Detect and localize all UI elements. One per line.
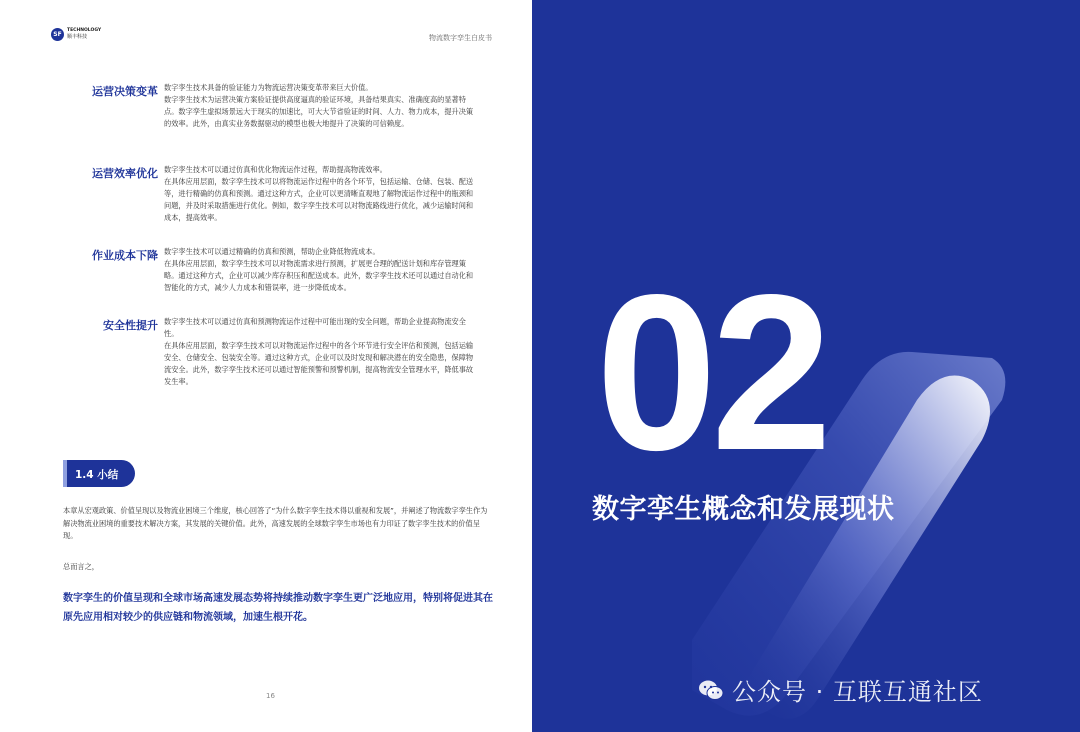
conclusion-text: 数字孪生的价值呈现和全球市场高速发展态势将持续推动数字孪生更广泛地应用，特别将促进其在原先应用相对较少的供应链和物流领域，加速生根开花。: [63, 593, 493, 623]
watermark-text: 公众号 · 互联互通社区: [732, 678, 983, 706]
section-cost: [62, 246, 492, 306]
summary-body: [63, 505, 489, 543]
logo-top-text: TECHNOLOGY: [67, 28, 102, 34]
wechat-icon: [698, 679, 724, 701]
section-label: 安全性提升: [103, 319, 158, 332]
section-label: 运营决策变革: [92, 85, 158, 98]
watermark: [698, 672, 983, 707]
section-paragraph: 数字孪生技术为运营决策方案验证提供高度逼真的验证环境，具备结果真实、准确度高的显著特点。数字孪生虚拟场景远大于现实的加速比，可大大节省验证的时间、人力、物力成本，提升决策的效率。此外，由真实业务数据驱动的模型也极大地提升了决策的可信赖度。: [164, 95, 474, 129]
section-decision: [62, 82, 492, 152]
section-paragraph: 在具体应用层面，数字孪生技术可以对物流需求进行预测，扩展更合理的配送计划和库存管理策略。通过这种方式，企业可以减少库存积压和配送成本。此外，数字孪生技术还可以通过自动化和智能化的方式，减少人力成本和错误率，进一步降低成本。: [164, 259, 474, 293]
section-paragraph: 数字孪生技术可以通过精确的仿真和预测，帮助企业降低物流成本。: [164, 247, 380, 256]
chapter-title: 数字孪生概念和发展现状: [592, 494, 895, 525]
summary-heading-text: 1.4 小结: [75, 469, 119, 481]
logo-bottom-text: 顺丰科技: [67, 33, 88, 40]
logo: [51, 28, 101, 41]
logo-mark-icon: SF: [51, 28, 64, 41]
section-paragraph: 数字孪生技术具备的验证能力为物流运营决策变革带来巨大价值。: [164, 83, 373, 92]
summary-heading: [63, 460, 135, 487]
section-label: 作业成本下降: [92, 249, 158, 262]
section-safety: [62, 316, 492, 400]
section-body: [164, 316, 478, 389]
section-paragraph: 在具体应用层面，数字孪生技术可以对物流运作过程中的各个环节进行安全评估和预测，包括运输安全、仓储安全、包装安全等。通过这种方式，企业可以及时发现和解决潜在的安全隐患，保障物流安全。此外，数字孪生技术还可以通过智能预警和预警机制，提高物流安全管理水平，降低事故发生率。: [164, 341, 474, 387]
summary-accent-bar: [63, 460, 67, 487]
left-page: [0, 0, 532, 732]
chapter-number: 02: [596, 249, 827, 497]
summary-paragraph: 本章从宏观政策、价值呈现以及物流业困境三个维度，核心回答了“为什么数字孪生技术得以重视和发展”，并阐述了物流数字孪生作为解决物流业困境的重要技术解决方案，其发展的关键价值。此外，高速发展的全球数字孪生市场也有力印证了数字孪生技术的价值呈现。: [63, 506, 488, 541]
conclusion-lead: 总而言之，: [63, 562, 99, 571]
section-body: [164, 164, 478, 224]
section-efficiency: [62, 164, 492, 234]
section-paragraph: 数字孪生技术可以通过仿真和预测物流运作过程中可能出现的安全问题，帮助企业提高物流安全性。: [164, 317, 466, 339]
section-paragraph: 数字孪生技术可以通过仿真和优化物流运作过程，帮助提高物流效率。: [164, 165, 387, 174]
section-label: 运营效率优化: [92, 167, 158, 180]
section-body: [164, 82, 478, 130]
section-paragraph: 在具体应用层面，数字孪生技术可以将物流运作过程中的各个环节，包括运输、仓储、包装、配送等，进行精确的仿真和预测。通过这种方式，企业可以更清晰直观地了解物流运作过程中的瓶颈和问题，并及时采取措施进行优化。例如，数字孪生技术可以对物流路线进行优化，减少运输时间和成本，提高效率。: [164, 177, 474, 223]
section-body: [164, 246, 478, 294]
document-title: 物流数字孪生白皮书: [429, 34, 492, 42]
page-number: 16: [266, 692, 275, 700]
